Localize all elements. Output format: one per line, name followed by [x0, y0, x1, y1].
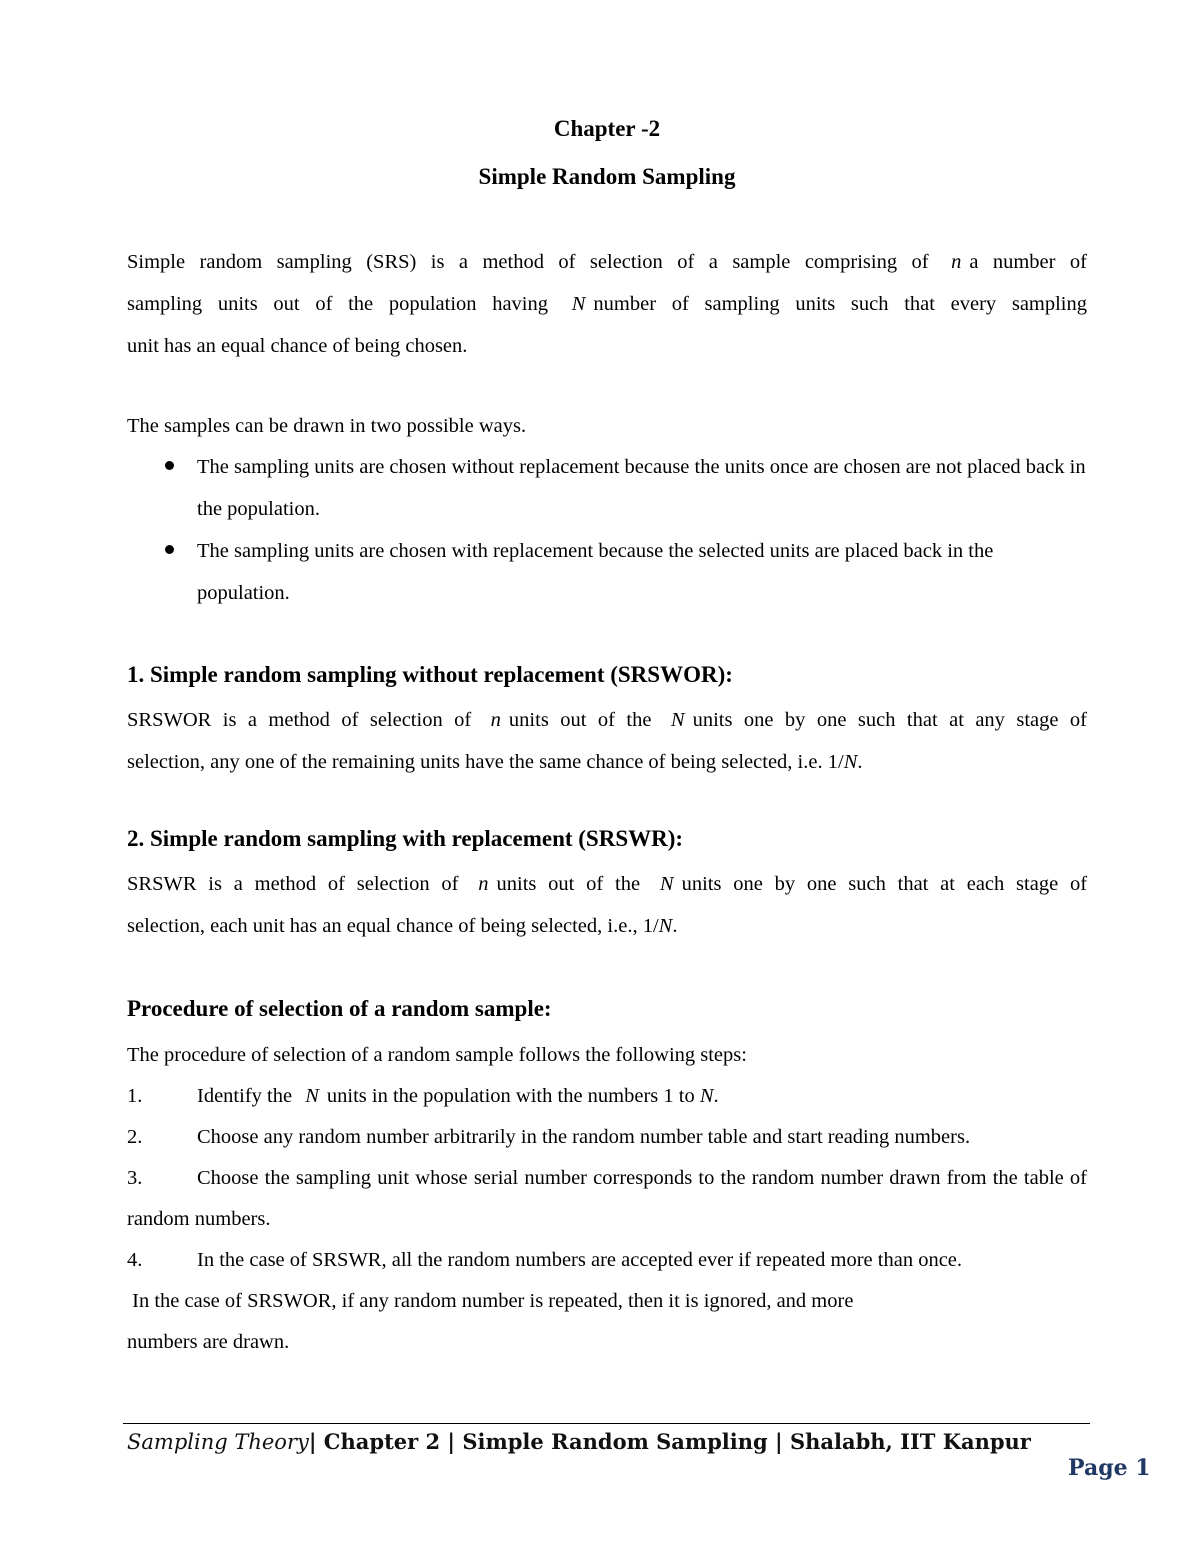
list-item: 2. Choose any random number arbitrarily in the random number table and start reading numbers. [127, 1126, 971, 1148]
list-item: The sampling units are chosen without replacement because the units once are chosen are not placed back in the population. [127, 446, 1087, 530]
intro-line-1: Simple random sampling (SRS) is a method of selection of a sample comprising of n a number of [127, 251, 1088, 273]
intro-line-2: sampling units out of the population having N number of sampling units such that every sampling [127, 293, 1088, 315]
list-item: 1. Identify the N units in the population with the numbers 1 to N. [127, 1085, 719, 1107]
procedure-note-line-1: In the case of SRSWOR, if any random number is repeated, then it is ignored, and more [127, 1290, 854, 1312]
bullet-icon [165, 545, 174, 554]
page-number: Page 1 [1068, 1455, 1151, 1481]
section1-paragraph: SRSWOR is a method of selection of n units out of the N units one by one such that at any stage of selection, any one of the remaining units have the same chance of being selected, i.e. 1/N. [127, 709, 1088, 773]
footer-divider [123, 1423, 1090, 1424]
chapter-subtitle: Simple Random Sampling [478, 164, 736, 189]
bullet-icon [165, 461, 174, 470]
list-item: The sampling units are chosen with replacement because the selected units are placed back in the population. [127, 530, 1087, 614]
page-footer [127, 1429, 1031, 1454]
procedure-note-line-2: numbers are drawn. [127, 1331, 290, 1353]
procedure-intro: The procedure of selection of a random sample follows the following steps: [127, 1044, 747, 1066]
intro-line-3: unit has an equal chance of being chosen. [127, 335, 468, 357]
procedure-heading: Procedure of selection of a random sample: [127, 996, 552, 1021]
footer-chapter-info: | Chapter 2 | Simple Random Sampling | Shalabh, IIT Kanpur [308, 1429, 1031, 1454]
footer-book-title: Sampling Theory [127, 1430, 309, 1454]
section2-paragraph: SRSWR is a method of selection of n units out of the N units one by one such that at each stage of selection, each unit has an equal chance of being selected, i.e., 1/N. [127, 873, 1088, 937]
ways-intro: The samples can be drawn in two possible ways. [127, 415, 527, 437]
list-item: 4. In the case of SRSWR, all the random numbers are accepted ever if repeated more than once. [127, 1249, 963, 1271]
chapter-title: Chapter -2 [553, 116, 661, 141]
ways-bullet-list [127, 446, 1087, 614]
procedure-steps [127, 1035, 1087, 1363]
section1-heading: 1. Simple random sampling without replacement (SRSWOR): [127, 662, 733, 687]
intro-paragraph [127, 241, 1087, 367]
list-item: 3. Choose the sampling unit whose serial number corresponds to the random number drawn from the table of random numbers. [127, 1167, 1087, 1230]
section2-heading: 2. Simple random sampling with replacement (SRSWR): [127, 826, 684, 851]
